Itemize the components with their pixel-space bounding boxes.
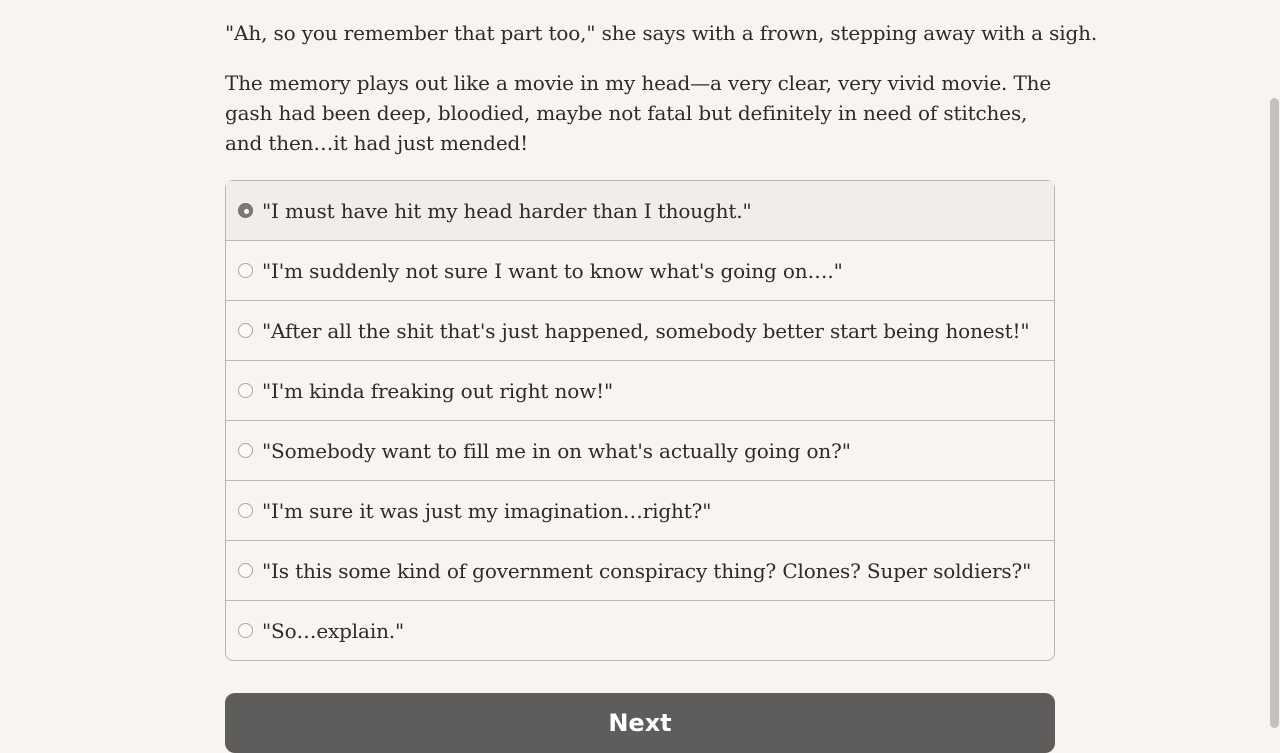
radio-button[interactable] (238, 203, 253, 218)
choice-label: "Is this some kind of government conspiracy thing? Clones? Super soldiers?" (262, 558, 1032, 583)
story-paragraph-2: The memory plays out like a movie in my head—a very clear, very vivid movie. The gash had been deep, bloodied, maybe not fatal but definitely in need of stitches, and then…it had just mended! (225, 71, 1052, 155)
choice-list (225, 180, 1055, 661)
choice-option[interactable] (226, 541, 1054, 601)
choice-option[interactable] (226, 361, 1054, 421)
choice-label: "I'm suddenly not sure I want to know what's going on…." (262, 258, 843, 283)
choice-label: "Somebody want to fill me in on what's actually going on?" (262, 438, 851, 463)
choice-label: "I'm sure it was just my imagination…right?" (262, 498, 712, 523)
choice-label: "I'm kinda freaking out right now!" (262, 378, 614, 403)
next-button[interactable]: Next (225, 693, 1055, 753)
choice-option[interactable] (226, 301, 1054, 361)
choice-label: "After all the shit that's just happened, somebody better start being honest!" (262, 318, 1030, 343)
choice-label: "I must have hit my head harder than I thought." (262, 198, 752, 223)
choice-option[interactable] (226, 421, 1054, 481)
choice-option[interactable] (226, 481, 1054, 541)
radio-button[interactable] (238, 623, 253, 638)
scrollbar-thumb[interactable] (1270, 98, 1279, 728)
scrollbar[interactable] (1268, 0, 1280, 720)
choice-label: "So…explain." (262, 618, 405, 643)
choice-option[interactable] (226, 181, 1054, 241)
radio-button[interactable] (238, 323, 253, 338)
radio-button[interactable] (238, 443, 253, 458)
radio-button[interactable] (238, 383, 253, 398)
radio-button[interactable] (238, 503, 253, 518)
choice-option[interactable] (226, 241, 1054, 301)
choice-option[interactable] (226, 601, 1054, 660)
radio-button[interactable] (238, 563, 253, 578)
story-paragraph-1: "Ah, so you remember that part too," she says with a frown, stepping away with a sigh. (225, 21, 1098, 45)
radio-button[interactable] (238, 263, 253, 278)
